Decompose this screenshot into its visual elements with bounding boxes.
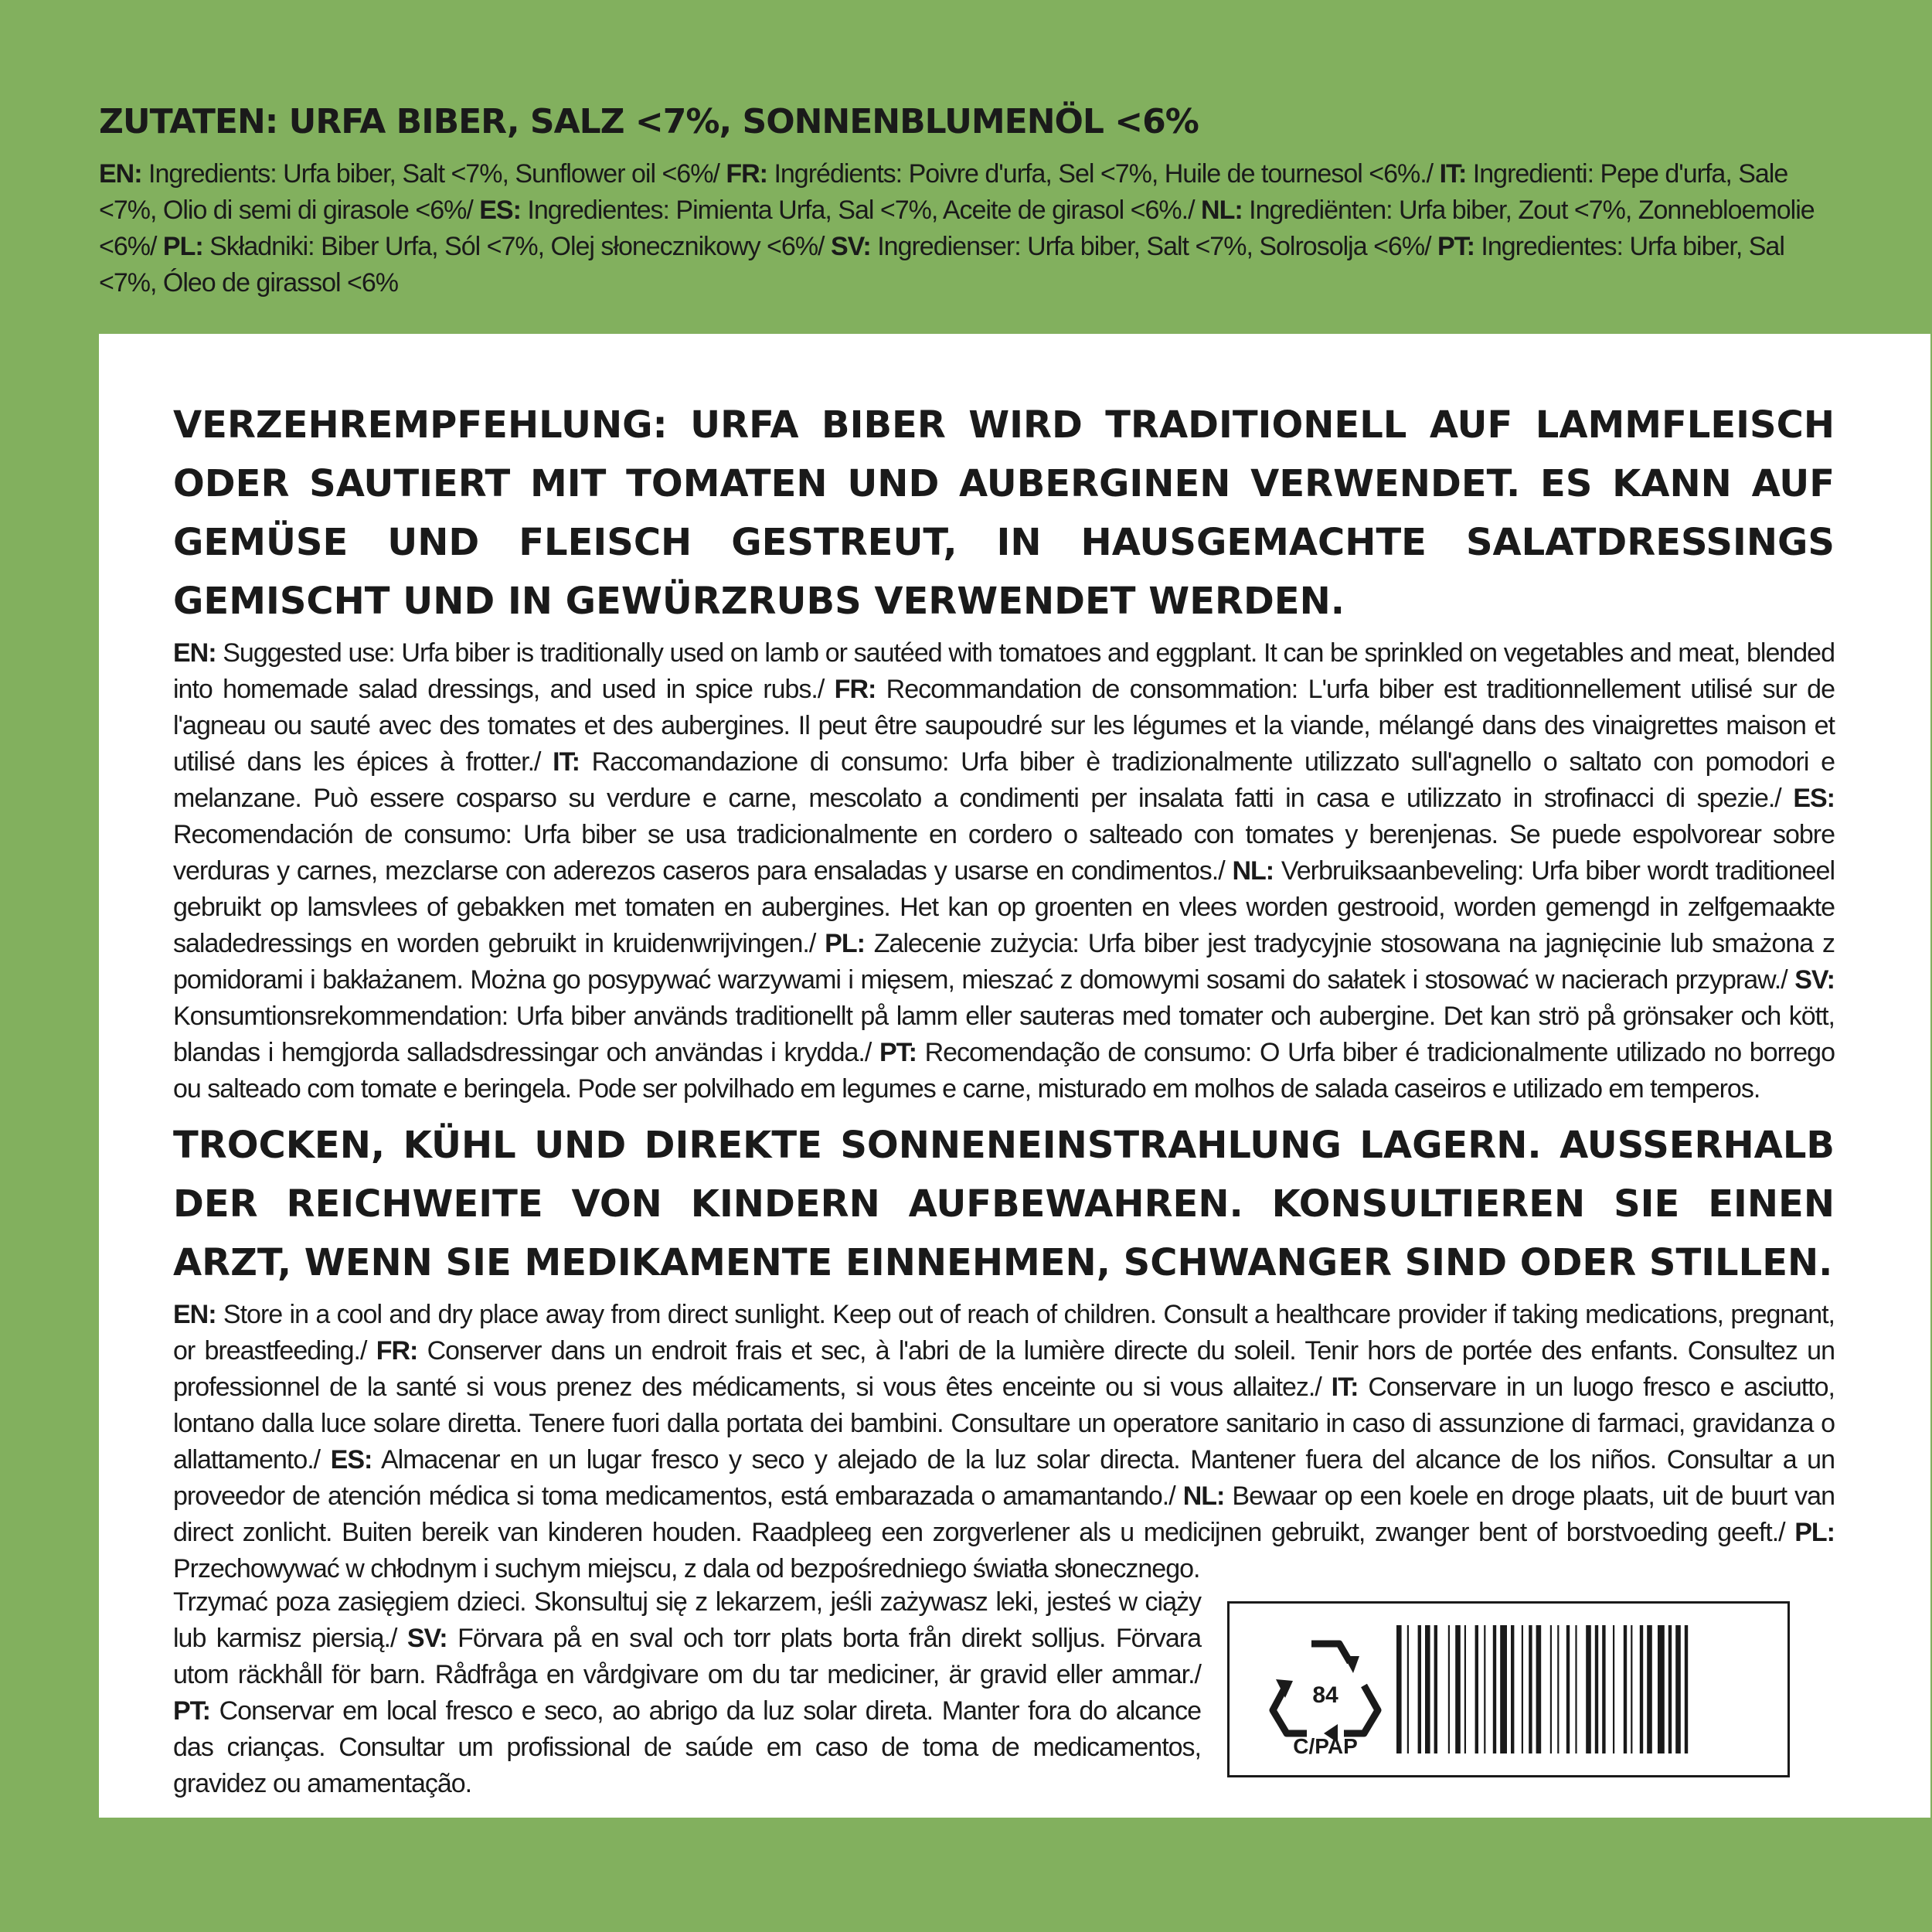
packaging-box bbox=[1227, 1601, 1790, 1777]
language-code: SV: bbox=[830, 232, 871, 261]
language-code: FR: bbox=[376, 1336, 418, 1366]
translation-text: Ingrédients: Poivre d'urfa, Sel <7%, Huile de tournesol <6%./ bbox=[767, 159, 1440, 189]
barcode-bar bbox=[1550, 1625, 1552, 1753]
barcode-bar bbox=[1448, 1625, 1450, 1753]
barcode-bar bbox=[1668, 1625, 1672, 1753]
translation-text: Recomendação de consumo: O Urfa biber é tradicionalmente utilizado no borrego ou salteado com tomate e beringela. Pode ser polvilhado em legumes e carne, misturado em molhos de salada caseiros e utilizado em temperos. bbox=[173, 1038, 1835, 1104]
barcode-bar bbox=[1396, 1625, 1402, 1753]
translation-text: Almacenar en un lugar fresco y seco y alejado de la luz solar directa. Mantener fuera del alcance de los niños. Consultar a un proveedor de atención médica si toma medicamentos, está embarazada o amamantando./ bbox=[173, 1445, 1835, 1511]
storage-title: TROCKEN, KÜHL UND DIREKTE SONNENEINSTRAHLUNG LAGERN. AUSSERHALB DER REICHWEITE VON KINDERN AUFBEWAHREN. KONSULTIEREN SIE EINEN ARZT, WENN SIE MEDIKAMENTE EINNEHMEN, SCHWANGER SIND ODER STILLEN. bbox=[173, 1124, 1835, 1284]
barcode-bar bbox=[1418, 1625, 1421, 1753]
barcode-bar bbox=[1658, 1625, 1665, 1753]
translation-text: Store in a cool and dry place away from direct sunlight. Keep out of reach of children. Consult a healthcare provider if taking medications, pregnant, or breastfeeding./ bbox=[173, 1300, 1835, 1366]
barcode-bar bbox=[1624, 1625, 1627, 1753]
recycle-code: C/PAP bbox=[1293, 1734, 1358, 1757]
language-code: PT: bbox=[879, 1038, 917, 1067]
translation-text: Verbruiksaanbeveling: Urfa biber wordt traditioneel gebruikt op lamsvlees of gebakken met tomaten en aubergines. Het kan op groenten en vlees worden gestrooid, worden gemengd in zelfgemaakte saladedressings en worden gebruikt in kruidenwrijvingen./ bbox=[173, 856, 1835, 958]
barcode-bar bbox=[1613, 1625, 1614, 1753]
barcode-bar bbox=[1529, 1625, 1532, 1753]
translation-text: Zalecenie zużycia: Urfa biber jest tradycyjnie stosowana na jagnięcinie lub smażona z pomidorami i bakłażanem. Można go posypywać warzywami i mięsem, mieszać z domowymi sosami do sałatek i stosować w nacierach przypraw./ bbox=[173, 929, 1835, 995]
translation-text: Conservar em local fresco e seco, ao abrigo da luz solar direta. Manter fora do alcance das crianças. Consultar um profissional de saúde em caso de toma de medicamentos, gravidez ou amamentação. bbox=[173, 1696, 1201, 1798]
translation-text: Conserver dans un endroit frais et sec, à l'abri de la lumière directe du soleil. Tenir hors de portée des enfants. Consultez un professionnel de la santé si vous prenez des médicaments, si vous êtes enceinte ou si vous allaitez./ bbox=[173, 1336, 1835, 1402]
translation-text: Składniki: Biber Urfa, Sól <7%, Olej słonecznikowy <6%/ bbox=[202, 232, 831, 261]
language-code: NL: bbox=[1232, 856, 1274, 886]
language-code: EN: bbox=[173, 638, 216, 668]
language-code: EN: bbox=[99, 159, 142, 189]
recycling-triangle-icon bbox=[1264, 1625, 1387, 1757]
language-code: IT: bbox=[553, 747, 580, 777]
barcode-bar bbox=[1685, 1625, 1688, 1753]
language-code: PL: bbox=[162, 232, 203, 261]
language-code: NL: bbox=[1182, 1481, 1225, 1511]
translation-text: Conservare in un luogo fresco e asciutto, lontano dalla luce solare diretta. Tenere fuori dalla portata dei bambini. Consultare un operatore sanitario in caso di assunzione di farmaci, gravidanza o allattamento./ bbox=[173, 1372, 1835, 1475]
language-code: NL: bbox=[1201, 196, 1243, 225]
barcode-bar bbox=[1640, 1625, 1643, 1753]
info-panel bbox=[99, 334, 1930, 1818]
language-code: FR: bbox=[834, 675, 876, 704]
language-code: PT: bbox=[1437, 232, 1475, 261]
language-code: ES: bbox=[330, 1445, 372, 1475]
translation-text: Förvara på en sval och torr plats borta från direkt solljus. Förvara utom räckhåll för barn. Rådfråga en vårdgivare om du tar mediciner, är gravid eller ammar./ bbox=[173, 1624, 1201, 1689]
storage-translations-continued bbox=[173, 1584, 1201, 1802]
language-code: ES: bbox=[1793, 784, 1835, 813]
barcode-bar bbox=[1595, 1625, 1598, 1753]
translation-text: Ingredientes: Pimienta Urfa, Sal <7%, Aceite de girasol <6%./ bbox=[520, 196, 1202, 225]
barcode-bar bbox=[1675, 1625, 1681, 1753]
barcode-bar bbox=[1647, 1625, 1652, 1753]
translation-text: Raccomandazione di consumo: Urfa biber è tradizionalmente utilizzato sull'agnello o saltato con pomodori e melanzane. Può essere cosparso su verdure e carne, mescolato a condimenti per insalata fatti in casa e utilizzato in strofinacci di spezie./ bbox=[173, 747, 1835, 813]
language-code: SV: bbox=[1794, 965, 1835, 995]
language-code: PT: bbox=[173, 1696, 210, 1726]
barcode-bar bbox=[1536, 1625, 1542, 1753]
storage-section bbox=[173, 1116, 1835, 1587]
language-code: FR: bbox=[726, 159, 767, 189]
translation-text: Suggested use: Urfa biber is traditionally used on lamb or sautéed with tomatoes and eggplant. It can be sprinkled on vegetables and meat, blended into homemade salad dressings, and used in spice rubs./ bbox=[173, 638, 1835, 704]
language-code: PL: bbox=[1794, 1518, 1835, 1547]
language-code: SV: bbox=[406, 1624, 447, 1653]
translation-text: Ingredienti: Pepe d'urfa, Sale <7%, Olio di semi di girasole <6%/ bbox=[99, 159, 1788, 225]
ingredients-section bbox=[99, 99, 1815, 301]
barcode-bar bbox=[1602, 1625, 1605, 1753]
ingredients-translations bbox=[99, 156, 1815, 301]
recycle-number: 84 bbox=[1312, 1682, 1338, 1708]
barcode-bar bbox=[1575, 1625, 1577, 1753]
language-code: ES: bbox=[479, 196, 521, 225]
translation-text: Przechowywać w chłodnym i suchym miejscu, z dala od bezpośredniego światła słonecznego. bbox=[173, 1554, 1200, 1583]
barcode-bar bbox=[1475, 1625, 1478, 1753]
translation-text: Ingredienser: Urfa biber, Salt <7%, Solrosolja <6%/ bbox=[870, 232, 1437, 261]
usage-title: VERZEHREMPFEHLUNG: URFA BIBER WIRD TRADITIONELL AUF LAMMFLEISCH ODER SAUTIERT MIT TOMATEN UND AUBERGINEN VERWENDET. ES KANN AUF GEMÜSE UND FLEISCH GESTREUT, IN HAUSGEMACHTE SALATDRESSINGS GEMISCHT UND IN GEWÜRZRUBS VERWENDET WERDEN. bbox=[173, 403, 1835, 623]
barcode-bar bbox=[1493, 1625, 1496, 1753]
ingredients-title: ZUTATEN: URFA BIBER, SALZ <7%, SONNENBLUMENÖL <6% bbox=[99, 102, 1199, 141]
usage-section bbox=[173, 396, 1835, 1107]
storage-tail-text bbox=[173, 1584, 1201, 1802]
barcode-bar bbox=[1425, 1625, 1430, 1753]
barcode-bar bbox=[1522, 1625, 1523, 1753]
translation-text: Konsumtionsrekommendation: Urfa biber används traditionellt på lamm eller sauteras med tomater och aubergine. Det kan strö på grönsaker och kött, blandas i hemgjorda salladsdressingar och användas i krydda./ bbox=[173, 1002, 1835, 1067]
translation-text: Recomendación de consumo: Urfa biber se usa tradicionalmente en cordero o salteado con tomates y berenjenas. Se puede espolvorear sobre verduras y carnes, mezclarse con aderezos caseros para ensaladas y usarse en condimentos./ bbox=[173, 820, 1835, 886]
barcode-bar bbox=[1500, 1625, 1507, 1753]
translation-text: Ingredients: Urfa biber, Salt <7%, Sunflower oil <6%/ bbox=[141, 159, 726, 189]
barcode bbox=[1393, 1625, 1772, 1753]
barcode-bar bbox=[1484, 1625, 1485, 1753]
translation-text: Recommandation de consommation: L'urfa biber est traditionnellement utilisé sur de l'agneau ou sauté avec des tomates et des aubergines. Il peut être saupoudré sur les légumes et la viande, mélangé dans des vinaigrettes maison et utilisé dans les épices à frotter./ bbox=[173, 675, 1835, 777]
barcode-bar bbox=[1407, 1625, 1409, 1753]
barcode-bar bbox=[1586, 1625, 1591, 1753]
translation-text: Ingrediënten: Urfa biber, Zout <7%, Zonnebloemolie <6%/ bbox=[99, 196, 1815, 261]
translation-text: Ingredientes: Urfa biber, Sal <7%, Óleo de girassol <6% bbox=[99, 232, 1784, 298]
translation-text: Trzymać poza zasięgiem dzieci. Skonsultuj się z lekarzem, jeśli zażywasz leki, jesteś w ciąży lub karmisz piersią./ bbox=[173, 1587, 1201, 1653]
translation-text: Bewaar op een koele en droge plaats, uit de buurt van direct zonlicht. Buiten bereik van kinderen houden. Raadpleeg een zorgverlener als u medicijnen gebruikt, zwanger bent of borstvoeding geeft./ bbox=[173, 1481, 1835, 1547]
language-code: IT: bbox=[1331, 1372, 1359, 1402]
barcode-bar bbox=[1557, 1625, 1559, 1753]
barcode-bar bbox=[1511, 1625, 1514, 1753]
barcode-bar bbox=[1631, 1625, 1632, 1753]
barcode-bar bbox=[1434, 1625, 1437, 1753]
usage-translations bbox=[173, 635, 1835, 1107]
barcode-bar bbox=[1566, 1625, 1570, 1753]
storage-translations bbox=[173, 1297, 1835, 1587]
barcode-bar bbox=[1464, 1625, 1466, 1753]
language-code: IT: bbox=[1439, 159, 1467, 189]
language-code: EN: bbox=[173, 1300, 216, 1329]
barcode-bar bbox=[1455, 1625, 1461, 1753]
language-code: PL: bbox=[825, 929, 865, 958]
